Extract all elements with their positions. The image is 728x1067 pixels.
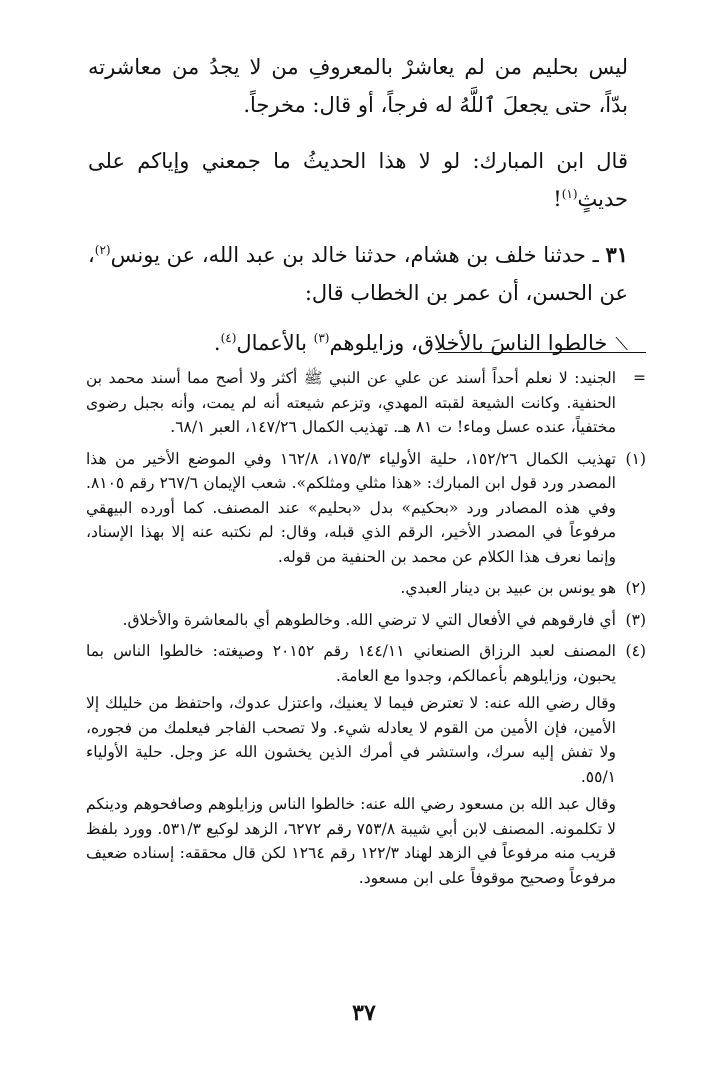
footnote-mark: (٣) [625, 610, 646, 629]
footnote-body [86, 639, 616, 893]
paragraph-1-text: ليس بحليم من لم يعاشرْ بالمعروفِ من لا يجدُ من معاشرته بدّاً، حتى يجعلَ ٱللَّهُ له فرجاً، أو قال: مخرجاً. [88, 55, 628, 117]
footnote-mark: = [633, 369, 646, 387]
footnote-text: وقال عبد الله بن مسعود رضي الله عنه: خالطوا الناس وزايلوهم وصافحوهم ودينكم لا تكلمونه. المصنف لابن أبي شيبة ٧٥٣/٨ رقم ٦٢٧٢، الزهد لوكيع ٥٣١/٣. وورد بلفظ قريب منه مرفوعاً في الزهد لهناد ١٢٢/٣ رقم ١٢٦٤ لكن قال محققه: إسناده ضعيف مرفوعاً وصحيح موقوفاً على ابن مسعود. [86, 795, 616, 887]
footnote-ref-2[interactable]: (٢) [94, 243, 111, 257]
footnote-mark: (٢) [625, 579, 646, 597]
footnote-mark: (٤) [625, 642, 646, 660]
hadith-number: ٣١ [605, 242, 628, 267]
footnote-text: تهذيب الكمال ١٥٢/٢٦، حلية الأولياء ١٧٥/٣، ١٦٢/٨ وفي الموضع الأخير من هذا المصدر ورد قول ابن المبارك: «هذا مثلي ومثلكم». شعب الإيمان ٢٦٧/٦ رقم ٨١٠٥. وفي هذه المصادر ورد «بحكيم» بدل «بحليم» عند المصنف. كما أورده البيهقي مرفوعاً في المصدر الأخير، الرقم الذي قبله، وقال: لم نكتبه عنه إلا بهذا الإسناد، وإنما نعرف هذا الكلام عن محمد بن الحنفية من قوله. [86, 449, 616, 566]
paragraph-2 [88, 142, 628, 218]
footnote-text: هو يونس بن عبيد بن دينار العبدي. [400, 579, 616, 597]
footnote-body [86, 576, 616, 604]
footnote [86, 366, 646, 443]
footnote [86, 608, 646, 636]
paragraph-1 [88, 48, 628, 124]
footnote [86, 639, 646, 893]
footnote-text: أي فارقوهم في الأفعال التي لا ترضي الله. وخالطوهم أي بالمعاشرة والأخلاق. [122, 610, 616, 629]
footnote-text: وقال رضي الله عنه: لا تعترض فيما لا يعنيك، واعتزل عدوك، واحتفظ من خليلك إلا الأمين، فإن الأمين من القوم لا يعادله شيء. ولا تصحب الفاجر فيعلمك من فجوره، ولا تفش إليه سرك، واستشر في أمرك الذين يخشون الله عز وجل. حلية الأولياء ٥٥/١. [86, 694, 616, 786]
footnote-ref-3[interactable]: (٣) [313, 331, 330, 345]
main-text [88, 48, 628, 382]
footnote-body [86, 366, 616, 443]
paragraph-3-text-b: ، عن الحسن، أن عمر بن الخطاب قال: [88, 243, 628, 305]
paragraph-4-end: . [213, 331, 221, 355]
footnote-text: الجنيد: لا نعلم أحداً أسند عن علي عن النبي ﷺ أكثر ولا أصح مما أسند محمد بن الحنفية. وكانت الشيعة لقبته المهدي، وتزعم شيعته أنه لم يمت، وأنه بجبل رضوى مختفياً، عنده عسل وماء! ت ٨١ هـ. تهذيب الكمال ١٤٧/٢٦، العبر ٦٨/١. [86, 369, 616, 436]
footnotes [86, 366, 646, 897]
paragraph-4-text-b: بالأعمال [236, 331, 314, 355]
footnote [86, 576, 646, 604]
paragraph-4 [88, 324, 628, 364]
footnote-ref-4[interactable]: (٤) [220, 331, 237, 345]
footnote-ref-1[interactable]: (١) [561, 187, 578, 201]
page-number: ٣٧ [352, 1000, 376, 1026]
paragraph-3-text-a: ـ حدثنا خلف بن هشام، حدثنا خالد بن عبد الله، عن يونس [110, 243, 606, 267]
footnote-body [86, 608, 616, 636]
footnote-text: المصنف لعبد الرزاق الصنعاني ١٤٤/١١ رقم ٢٠١٥٢ وصيغته: خالطوا الناس بما يحبون، وزايلوهم بأعمالكم، وجدوا مع العامة. [86, 642, 616, 685]
footnote-divider [438, 352, 646, 353]
paragraph-2-text: قال ابن المبارك: لو لا هذا الحديثُ ما جمعني وإياكم على حديثٍ [88, 149, 628, 211]
paragraph-4-text-a: خالطوا الناسَ بالأخلاق، وزايلوهم [329, 331, 608, 355]
quote-mark-icon: ⟋ [615, 334, 628, 355]
paragraph-2-end: ! [553, 187, 562, 211]
paragraph-3 [88, 236, 628, 312]
footnote-body [86, 447, 616, 573]
footnote [86, 447, 646, 573]
footnote-mark: (١) [625, 449, 646, 468]
